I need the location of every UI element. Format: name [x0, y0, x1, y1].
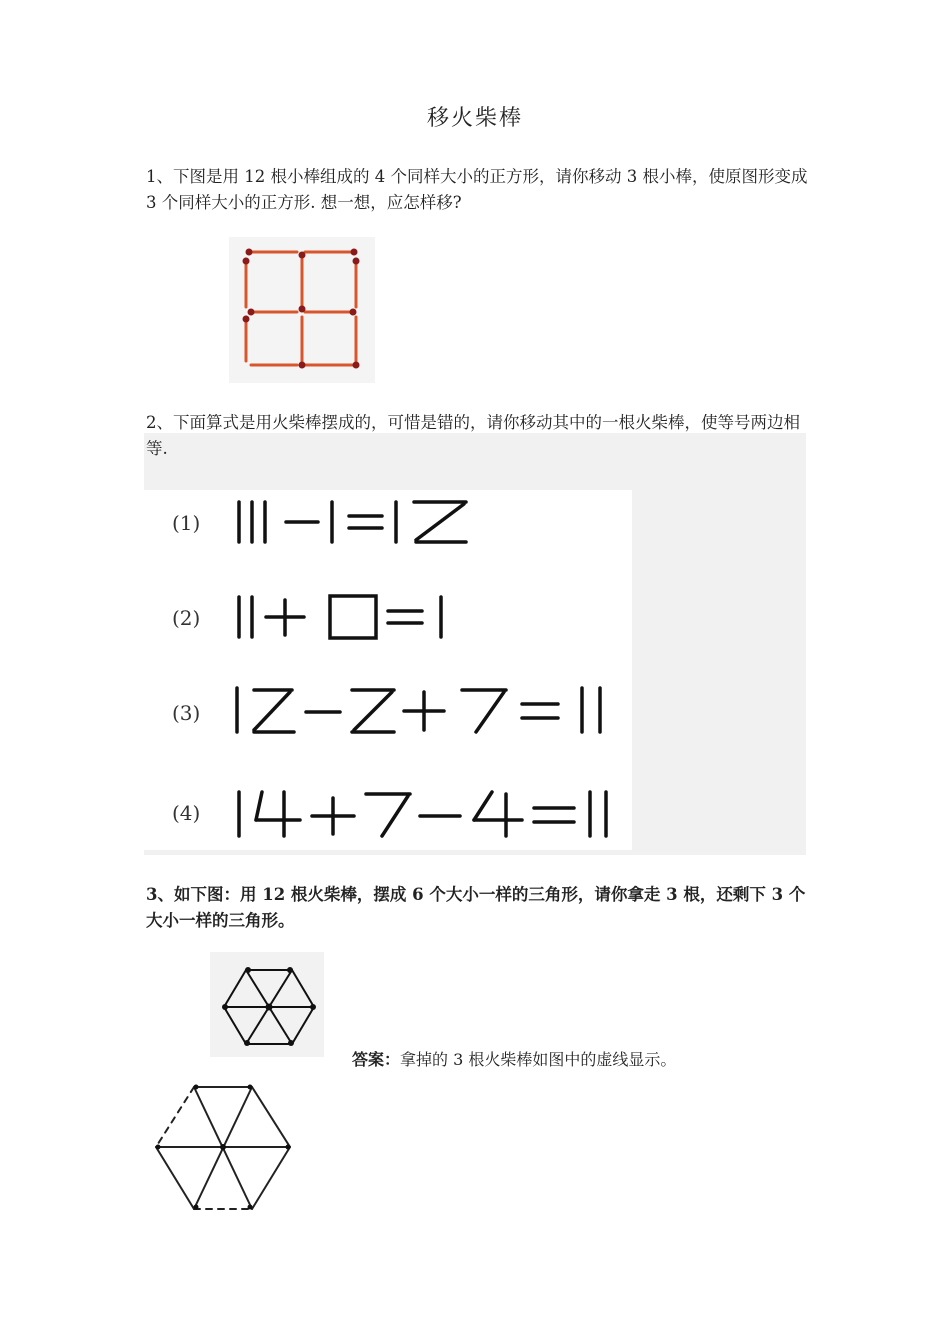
question-3: 3、如下图：用 12 根火柴棒，摆成 6 个大小一样的三角形，请你拿走 3 根，还剩下 3 个大小一样的三角形。 — [146, 885, 806, 930]
page-title: 移火柴棒 — [426, 106, 523, 131]
equation-label-3: (3) — [172, 701, 201, 725]
equation-label-1: (1) — [172, 511, 201, 535]
answer-line — [352, 1047, 676, 1070]
equation-label-4: (4) — [172, 801, 201, 825]
question-1: 1、下图是用 12 根小棒组成的 4 个同样大小的正方形，请你移动 3 根小棒，使原图形变成 3 个同样大小的正方形. 想一想，应怎样移? — [146, 167, 808, 212]
figure-equations — [144, 490, 632, 850]
figure-hexagon-triangles — [210, 952, 324, 1057]
answer-text: 拿掉的 3 根火柴棒如图中的虚线显示。 — [400, 1050, 677, 1069]
figure-answer-hexagon — [144, 1075, 302, 1221]
question-2: 2、下面算式是用火柴棒摆成的，可惜是错的，请你移动其中的一根火柴棒，使等号两边相等. — [146, 413, 800, 458]
figure-four-squares — [229, 237, 375, 383]
answer-label: 答案： — [352, 1050, 401, 1069]
equation-label-2: (2) — [172, 606, 201, 630]
